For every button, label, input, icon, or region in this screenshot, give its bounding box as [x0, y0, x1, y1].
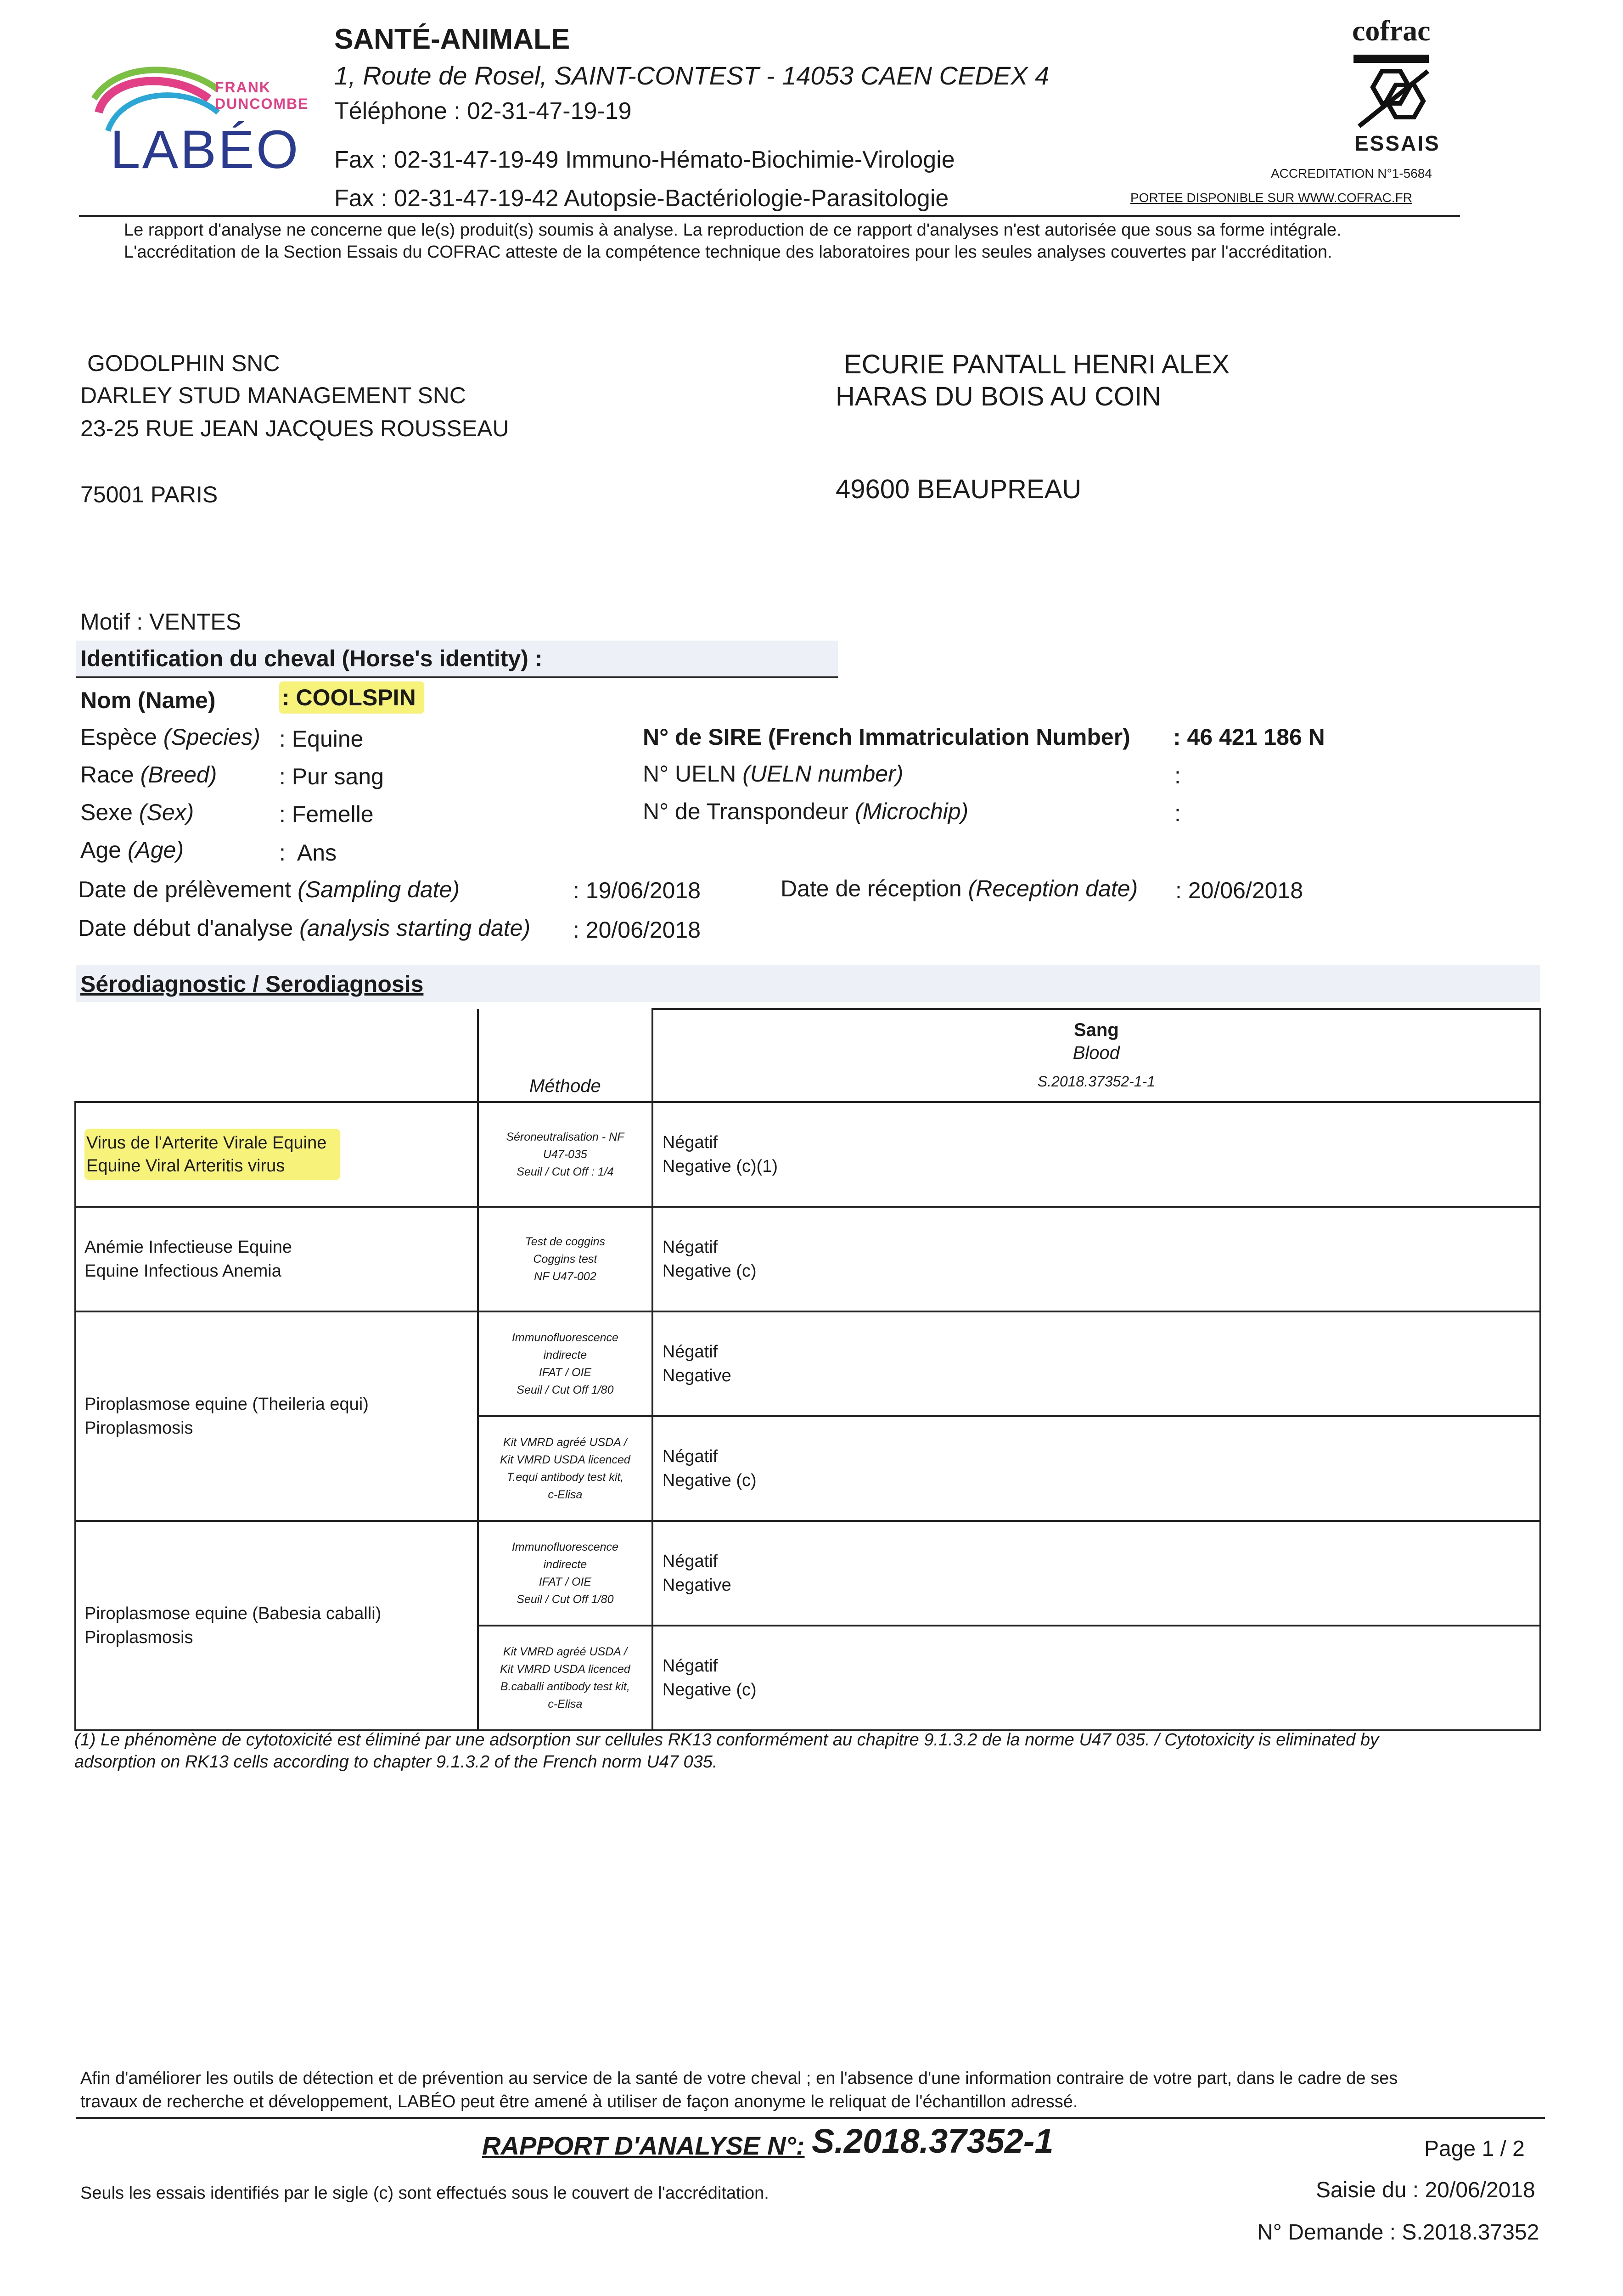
logo-frank-duncombe: FRANK DUNCOMBE: [215, 79, 309, 112]
breed-label-fr: Race: [80, 762, 134, 788]
method-header: Méthode: [478, 1009, 652, 1102]
table-row: [75, 1311, 1540, 1416]
horse-name-value: : COOLSPIN: [279, 681, 424, 714]
pathogen-en: Equine Infectious Anemia: [84, 1261, 281, 1281]
owner-line-3: 23-25 RUE JEAN JACQUES ROUSSEAU: [80, 416, 509, 441]
result-en: Negative: [662, 1366, 731, 1385]
pathogen-en: Piroplasmosis: [84, 1628, 193, 1647]
table-row: [75, 1102, 1540, 1207]
method-cell: Kit VMRD agréé USDA / Kit VMRD USDA licenced T.equi antibody test kit, c-Elisa: [478, 1416, 652, 1521]
owner-line-1: GODOLPHIN SNC: [87, 350, 280, 376]
chip-value: :: [1174, 800, 1181, 826]
result-cell: [652, 1102, 1540, 1207]
sex-label-fr: Sexe: [80, 799, 133, 825]
identification-title: Identification du cheval (Horse's identity) :: [80, 646, 543, 671]
breed-value: : Pur sang: [279, 764, 384, 789]
sample-fr: Sang: [1073, 1019, 1119, 1040]
method-cell: Immunofluorescence indirecte IFAT / OIE Seuil / Cut Off 1/80: [478, 1521, 652, 1626]
ueln-label-fr: N° UELN: [643, 761, 736, 787]
pathogen-fr: Virus de l'Arterite Virale Equine: [86, 1133, 327, 1153]
pathogen-highlight: [84, 1129, 340, 1180]
header-empty-cell: [75, 1009, 478, 1102]
lab-fax-1: Fax : 02-31-47-19-49 Immuno-Hémato-Biochimie-Virologie: [334, 146, 955, 173]
result-fr: Négatif: [662, 1238, 718, 1257]
sex-label: [80, 799, 194, 826]
results-table: [74, 1008, 1541, 1731]
cofrac-portee: PORTEE DISPONIBLE SUR WWW.COFRAC.FR: [1130, 191, 1412, 205]
result-en: Negative (c)(1): [662, 1157, 778, 1176]
pathogen-cell: [75, 1521, 478, 1730]
lab-fax-2: Fax : 02-31-47-19-42 Autopsie-Bactériologie-Parasitologie: [334, 185, 949, 212]
sample-id: S.2018.37352-1-1: [1037, 1073, 1155, 1090]
pathogen-cell: [75, 1102, 478, 1207]
pathogen-en: Equine Viral Arteritis virus: [86, 1156, 285, 1176]
motif: Motif : VENTES: [80, 609, 241, 635]
cofrac-logo-icon: [1350, 53, 1432, 131]
owner-city: 75001 PARIS: [80, 482, 218, 507]
ueln-value: :: [1174, 763, 1181, 788]
result-fr: Négatif: [662, 1552, 718, 1571]
recipient-city: 49600 BEAUPREAU: [836, 474, 1082, 504]
start-label-fr: Date début d'analyse: [78, 915, 293, 941]
sample-header: [652, 1009, 1540, 1102]
page-indicator: Page 1 / 2: [1424, 2137, 1525, 2161]
pathogen-fr: Piroplasmose equine (Babesia caballi): [84, 1604, 382, 1623]
start-value: : 20/06/2018: [573, 917, 701, 943]
table-header-row: [75, 1009, 1540, 1102]
pathogen-fr: Anémie Infectieuse Equine: [84, 1238, 292, 1257]
sampling-value: : 19/06/2018: [573, 878, 701, 903]
result-en: Negative (c): [662, 1261, 757, 1281]
sire-label: N° de SIRE (French Immatriculation Number): [643, 724, 1130, 750]
lab-address: 1, Route de Rosel, SAINT-CONTEST - 14053 CAEN CEDEX 4: [334, 61, 1050, 90]
accreditation-note: Seuls les essais identifiés par le sigle (c) sont effectués sous le couvert de l'accréditation.: [80, 2183, 769, 2203]
age-value: : Ans: [279, 840, 337, 866]
saisie-date: Saisie du : 20/06/2018: [1316, 2178, 1535, 2202]
sample-en: Blood: [1073, 1042, 1120, 1063]
species-value: : Equine: [279, 726, 364, 752]
lab-name: SANTÉ-ANIMALE: [334, 23, 570, 55]
result-en: Negative (c): [662, 1471, 757, 1490]
section-title: Sérodiagnostic / Serodiagnosis: [80, 971, 424, 997]
result-fr: Négatif: [662, 1342, 718, 1362]
sampling-label-en: (Sampling date): [298, 877, 460, 902]
breed-label-en: (Breed): [140, 762, 217, 788]
logo-labeo: LABÉO: [110, 119, 300, 180]
result-cell: [652, 1521, 1540, 1626]
cofrac-brand: cofrac: [1352, 14, 1431, 47]
report-label: RAPPORT D'ANALYSE N°:: [482, 2131, 805, 2160]
result-en: Negative: [662, 1576, 731, 1595]
method-cell: Kit VMRD agréé USDA / Kit VMRD USDA licenced B.caballi antibody test kit, c-Elisa: [478, 1626, 652, 1730]
notice-line-2: travaux de recherche et développement, LABÉO peut être amené à utiliser de façon anonyme le reliquat de l'échantillon adressé.: [80, 2092, 1078, 2111]
result-fr: Négatif: [662, 1133, 718, 1152]
pathogen-en: Piroplasmosis: [84, 1418, 193, 1438]
result-cell: [652, 1207, 1540, 1311]
result-cell: [652, 1626, 1540, 1730]
sex-label-en: (Sex): [139, 799, 194, 825]
table-row: [75, 1207, 1540, 1311]
chip-label: [643, 798, 968, 825]
result-fr: Négatif: [662, 1656, 718, 1676]
notice-line-1: Afin d'améliorer les outils de détection et de prévention au service de la santé de votre cheval ; en l'absence d'une information contraire de votre part, dans le cadre de ses: [80, 2069, 1398, 2088]
cofrac-accreditation: ACCREDITATION N°1-5684: [1271, 166, 1432, 180]
start-label-en: (analysis starting date): [299, 915, 531, 941]
sire-value: : 46 421 186 N: [1173, 724, 1325, 750]
method-cell: Séroneutralisation - NF U47-035 Seuil / Cut Off : 1/4: [478, 1102, 652, 1207]
pathogen-cell: [75, 1311, 478, 1521]
sampling-label-fr: Date de prélèvement: [78, 877, 292, 902]
footer-rule: [76, 2117, 1545, 2119]
age-label: [80, 837, 184, 863]
ueln-label-en: (UELN number): [742, 761, 904, 787]
table-row: [75, 1521, 1540, 1626]
species-label-en: (Species): [163, 724, 260, 750]
disclaimer-line-2: L'accréditation de la Section Essais du COFRAC atteste de la compétence technique des laboratoires pour les seules analyses couvertes par l'accréditation.: [124, 242, 1332, 262]
demande-number: N° Demande : S.2018.37352: [1257, 2220, 1539, 2245]
result-en: Negative (c): [662, 1680, 757, 1699]
cofrac-essais: ESSAIS: [1354, 131, 1440, 155]
chip-label-fr: N° de Transpondeur: [643, 799, 849, 824]
disclaimer-line-1: Le rapport d'analyse ne concerne que le(s) produit(s) soumis à analyse. La reproduction de ce rapport d'analyses n'est autorisée que sous sa forme intégrale.: [124, 220, 1342, 240]
reception-label-en: (Reception date): [968, 876, 1138, 901]
owner-line-2: DARLEY STUD MANAGEMENT SNC: [80, 383, 466, 408]
sampling-label: [78, 876, 460, 903]
reception-label-fr: Date de réception: [781, 876, 962, 901]
species-label-fr: Espèce: [80, 724, 157, 750]
method-cell: Immunofluorescence indirecte IFAT / OIE Seuil / Cut Off 1/80: [478, 1311, 652, 1416]
reception-label: [781, 875, 1138, 902]
chip-label-en: (Microchip): [854, 799, 969, 824]
method-cell: Test de coggins Coggins test NF U47-002: [478, 1207, 652, 1311]
recipient-line-2: HARAS DU BOIS AU COIN: [836, 382, 1162, 411]
report-number: S.2018.37352-1: [812, 2122, 1054, 2160]
pathogen-fr: Piroplasmose equine (Theileria equi): [84, 1395, 369, 1414]
result-cell: [652, 1311, 1540, 1416]
age-label-en: (Age): [127, 837, 184, 863]
header-rule: [79, 215, 1460, 217]
start-label: [78, 915, 530, 941]
reception-value: : 20/06/2018: [1175, 878, 1303, 903]
breed-label: [80, 761, 217, 788]
horse-name-label: Nom (Name): [80, 687, 216, 713]
recipient-line-1: ECURIE PANTALL HENRI ALEX: [844, 349, 1230, 379]
species-label: [80, 724, 260, 750]
pathogen-cell: [75, 1207, 478, 1311]
lab-phone: Téléphone : 02-31-47-19-19: [334, 98, 632, 124]
footnote-line-2: adsorption on RK13 cells according to chapter 9.1.3.2 of the French norm U47 035.: [74, 1752, 718, 1772]
sex-value: : Femelle: [279, 801, 374, 827]
result-cell: [652, 1416, 1540, 1521]
footnote-line-1: (1) Le phénomène de cytotoxicité est éliminé par une adsorption sur cellules RK13 conformément au chapitre 9.1.3.2 de la norme U47 035. / Cytotoxicity is eliminated by: [74, 1730, 1379, 1750]
ueln-label: [643, 760, 903, 787]
age-label-fr: Age: [80, 837, 121, 863]
result-fr: Négatif: [662, 1447, 718, 1466]
